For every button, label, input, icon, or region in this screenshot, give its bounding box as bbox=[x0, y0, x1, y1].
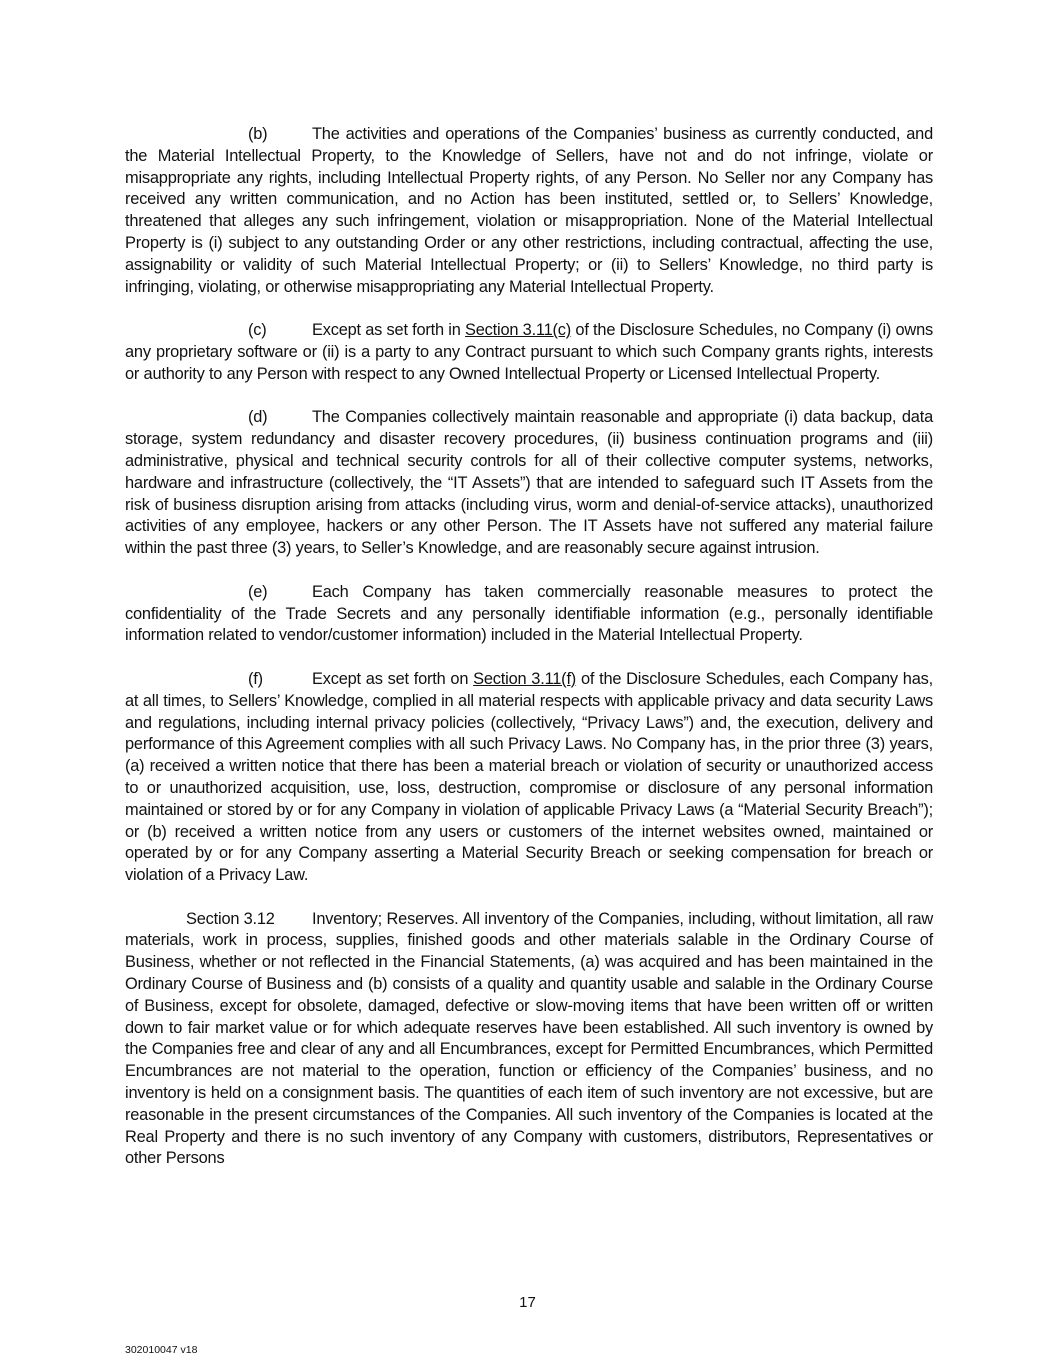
paragraph-text: All inventory of the Companies, including, without limitation, all raw materials, work in process, supplies, finished goods and other materials salable in the Ordinary Course of Business, whether or not reflected in the Financial Statements, (a) was acquired and has been maintained in the Ordinary Course of Business and (b) consists of a quality and quantity usable and salable in the Ordinary Course of Business, except for obsolete, damaged, defective or slow-moving items that have been written off or written down to fair market value or for which adequate reserves have been established. All such inventory is owned by the Companies free and clear of any and all Encumbrances, except for Permitted Encumbrances, which Permitted Encumbrances are not material to the operation, function or efficiency of the Companies’ business, and no inventory is held on a consignment basis. The quantities of each item of such inventory are not excessive, but are reasonable in the present circumstances of the Companies. All such inventory of the Companies is located at the Real Property and there is no such inventory of any Company with customers, distributors, Representatives or other Persons bbox=[125, 909, 933, 1168]
paragraph-label: (e) bbox=[248, 582, 268, 601]
section-reference: Section 3.11(f) bbox=[473, 669, 577, 688]
paragraph-d bbox=[125, 407, 933, 560]
paragraph-f bbox=[125, 669, 933, 887]
paragraph-text: of the Disclosure Schedules, each Company has, at all times, to Sellers’ Knowledge, complied in all material respects with applicable privacy and data security Laws and regulations, including internal privacy policies (collectively, “ bbox=[125, 669, 933, 732]
defined-term: IT Assets bbox=[453, 473, 520, 492]
page-number: 17 bbox=[519, 1294, 536, 1311]
paragraph-label: (c) bbox=[248, 321, 267, 340]
paragraph-text: of the Disclosure Schedules, no Company (i) owns any proprietary software or (ii) is a party to any Contract pursuant to which such Company grants rights, interests or authority to any Person with respect to any Owned Intellectual Property or Licensed Intellectual Property. bbox=[125, 321, 933, 383]
document-body bbox=[125, 124, 933, 1192]
defined-term: Material Security Breach bbox=[743, 800, 919, 819]
section-reference: Section 3.11(c) bbox=[465, 321, 572, 340]
paragraph-b bbox=[125, 124, 933, 298]
paragraph-text: The activities and operations of the Companies’ business as currently conducted, and the Material Intellectual Property, to the Knowledge of Sellers, have not and do not infringe, violate or misappropriate any rights, including Intellectual Property rights, of any Person. No Seller nor any Company has received any written communication, and no Action has been instituted, settled or, to Sellers’ Knowledge, threatened that alleges any such infringement, violation or misappropriation. None of the Material Intellectual Property is (i) subject to any outstanding Order or any other restrictions, including contractual, affecting the use, assignability or validity of such Material Intellectual Property; or (ii) to Sellers’ Knowledge, no third party is infringing, violating, or otherwise misappropriating any Material Intellectual Property. bbox=[125, 125, 933, 296]
paragraph-text: Each Company has taken commercially reasonable measures to protect the confidentiality of the Trade Secrets and any personally identifiable information (e.g., personally identifiable information related to vendor/customer information) included in the Material Intellectual Property. bbox=[125, 582, 933, 645]
paragraph-text: The Companies collectively maintain reasonable and appropriate (i) data backup, data storage, system redundancy and disaster recovery procedures, (ii) business continuation programs and (iii) administrative, physical and technical security controls for all of their collective computer systems, networks, hardware and infrastructure (collectively, the “ bbox=[125, 408, 933, 492]
document-id: 302010047 v18 bbox=[125, 1344, 198, 1356]
paragraph-text: Except as set forth in bbox=[312, 321, 466, 340]
section-heading: Inventory; Reserves. bbox=[312, 909, 459, 928]
paragraph-c bbox=[125, 320, 933, 385]
paragraph-text: ”); or (b) received a written notice from any users or customers of the internet websites owned, maintained or operated by or for any Company asserting a Material Security Breach or seeking compensation for breach or violation of a Privacy Law. bbox=[125, 800, 934, 885]
paragraph-label: (d) bbox=[248, 408, 268, 427]
paragraph-text: Except as set forth on bbox=[312, 669, 474, 688]
paragraph-label: (b) bbox=[248, 125, 268, 143]
paragraph-text: ”) that are intended to safeguard such IT Assets from the risk of business disruption arising from attacks (including virus, worm and denial-of-service attacks), unauthorized activities of any employee, hackers or any other Person. The IT Assets have not suffered any material failure within the past three (3) years, to Seller’s Knowledge, and are reasonably secure against intrusion. bbox=[125, 473, 934, 558]
paragraph-e bbox=[125, 582, 933, 647]
section-3-12 bbox=[125, 909, 933, 1171]
paragraph-text: ”) and, the execution, delivery and performance of this Agreement complies with all such Privacy Laws. No Company has, in the prior three (3) years, (a) received a written notice that there has been a material breach or violation of security or unauthorized access to or unauthorized acquisition, use, loss, destruction, compromise or disclosure of any personal information maintained or stored by or for any Company in violation of applicable Privacy Laws (a “ bbox=[125, 713, 933, 819]
section-label: Section 3.12 bbox=[186, 909, 275, 928]
paragraph-label: (f) bbox=[248, 669, 263, 688]
defined-term: Privacy Laws bbox=[587, 713, 684, 732]
